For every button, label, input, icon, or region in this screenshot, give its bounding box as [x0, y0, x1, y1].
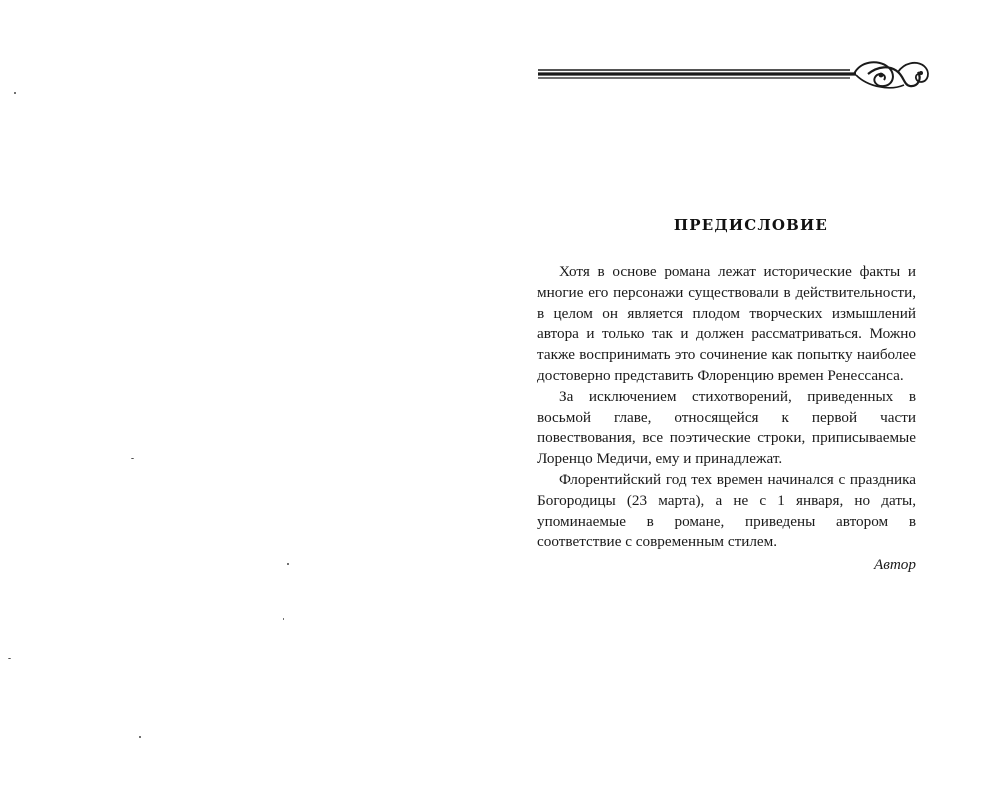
scan-speck — [139, 736, 141, 738]
scan-speck — [287, 563, 289, 565]
right-page — [500, 0, 1001, 800]
scan-speck — [131, 458, 134, 459]
paragraph: Флорентийский год тех времен начинался с праздника Богородицы (23 марта), а не с 1 января, но даты, упоминаемые в романе, приведены автором в соответствие с современным стилем. — [537, 470, 916, 551]
scan-speck — [283, 618, 284, 620]
paragraph: За исключением стихотворений, приведенных в восьмой главе, относящейся к первой части повествования, все поэтические строки, приписываемые Лоренцо Медичи, ему и принадлежат. — [537, 387, 916, 468]
preface-body — [537, 262, 916, 576]
scan-speck — [14, 92, 16, 94]
left-page-blank — [0, 0, 500, 800]
scan-speck — [8, 658, 11, 659]
decorative-rule-scroll-icon — [538, 55, 962, 97]
paragraph: Хотя в основе романа лежат исторические факты и многие его персонажи существовали в действительности, в целом он является плодом творческих измышлений автора и только так и должен рассматриваться. Можно также воспринимать это сочинение как попытку наиболее достоверно представить Флоренцию времен Ренессанса. — [537, 263, 916, 384]
author-signature: Автор — [873, 556, 916, 574]
page-title: ПРЕДИСЛОВИЕ — [673, 216, 829, 234]
